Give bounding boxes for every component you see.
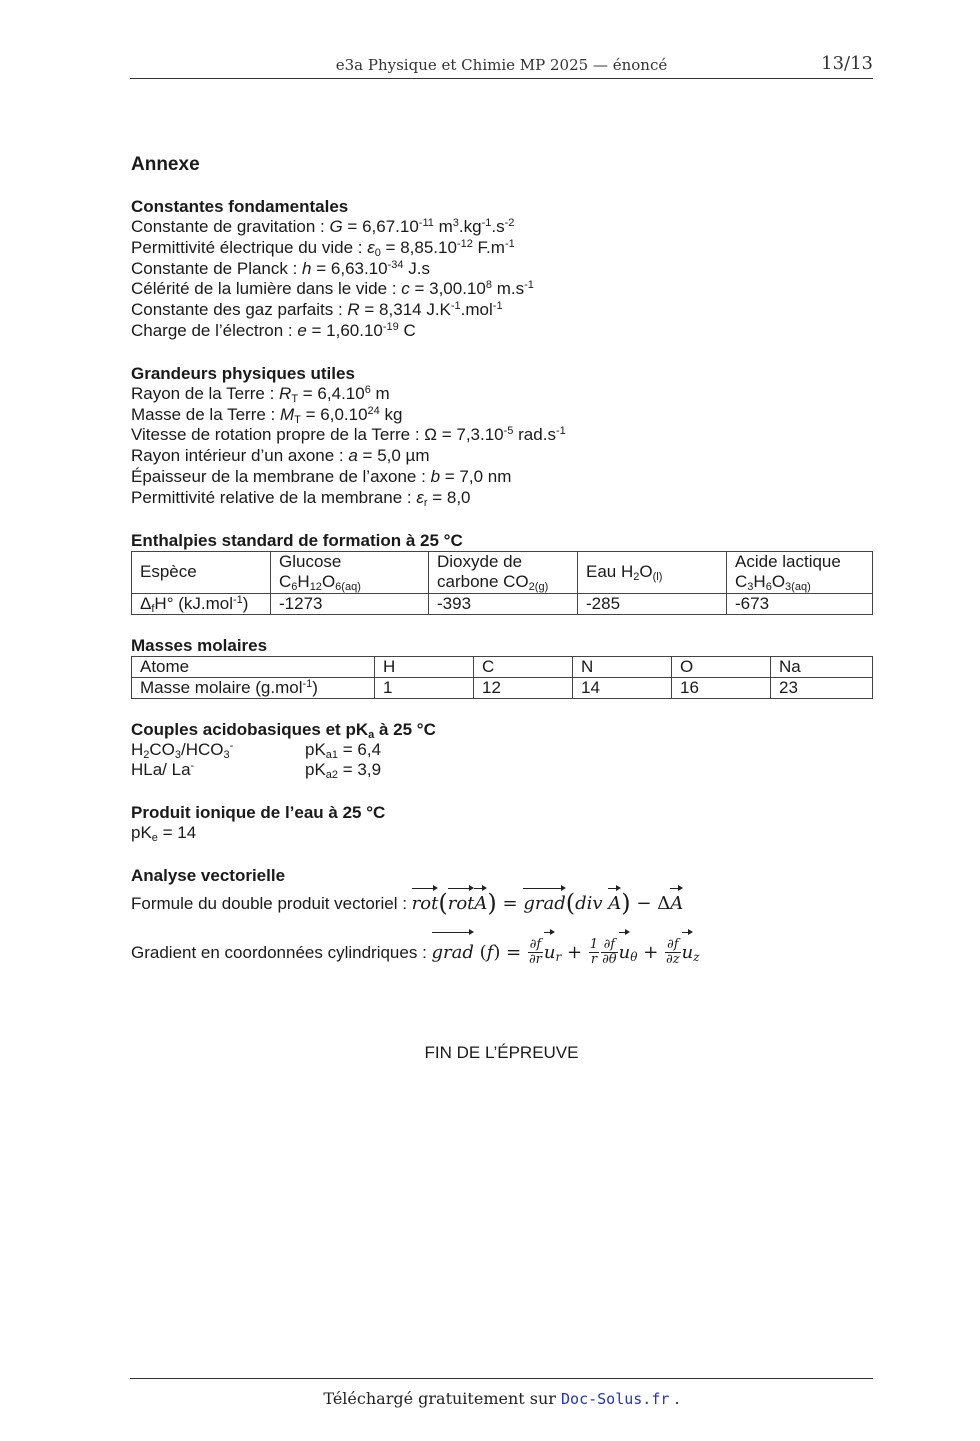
enthalpies-table bbox=[131, 551, 873, 615]
formule-gradient: Gradient en coordonnées cylindriques : grad (f) = $\frac{\partial f}{\partial r}$ $u_r$ + $\frac{1}{r}$ $\frac{\partial f}{\partial\theta}$ $u_\theta$ + $\frac{\partial f}{\partial z}$ $u_z$ bbox=[131, 933, 873, 973]
grandeur-rayon-terre: Rayon de la Terre : $R_T = 6,4.10^6$ m bbox=[131, 383, 390, 405]
const-charge: Charge de l’électron : $e = 1,60.10^{-19}$ C bbox=[131, 320, 416, 340]
cell-value: 23 bbox=[771, 677, 873, 698]
grandeur-rayon-axone: Rayon intérieur d’un axone : a = 5,0 µm bbox=[131, 446, 430, 466]
cell-value: -673 bbox=[727, 593, 873, 614]
cell-value: -285 bbox=[578, 593, 727, 614]
cell-delta-h: $\Delta_fH^\circ$ (kJ.mol$^{-1}$) bbox=[132, 593, 271, 614]
cell-atom: H bbox=[375, 656, 474, 677]
annexe-content bbox=[131, 152, 873, 973]
masses-table bbox=[131, 656, 873, 699]
const-permittivite: Permittivité électrique du vide : $\varepsilon_0 = 8,85.10^{-12}$ $F.m^{-1}$ bbox=[131, 237, 515, 259]
cell-acide-lactique: Acide lactique $C_3H_6O_{3(aq)}$ bbox=[727, 551, 873, 593]
section-masses bbox=[131, 635, 873, 699]
const-celerite: Célérité de la lumière dans le vide : $c = 3,00.10^8$ $m.s^{-1}$ bbox=[131, 279, 534, 299]
couple-carbonate: $H_2CO_3/HCO_3^-$ $pK_{a1} = 6,4$ bbox=[131, 739, 382, 761]
page-number: 13/13 bbox=[821, 53, 873, 74]
section-analyse bbox=[131, 865, 873, 973]
cell-espece: Espèce bbox=[132, 551, 271, 593]
cell-masse-label: Masse molaire (g.mol$^{-1}$) bbox=[132, 677, 375, 698]
analyse-title: Analyse vectorielle bbox=[131, 865, 286, 885]
cell-value: 12 bbox=[474, 677, 573, 698]
table-row bbox=[132, 677, 873, 698]
section-produit-ionique bbox=[131, 802, 873, 844]
masses-title: Masses molaires bbox=[131, 635, 268, 655]
footer-text: Téléchargé gratuitement sur Doc-Solus.fr . bbox=[323, 1389, 680, 1408]
fin-epreuve: FIN DE L’ÉPREUVE bbox=[424, 1043, 579, 1062]
equation-rot-rot: rot(rotA) = grad(div A) − ΔA bbox=[411, 888, 684, 917]
enthalpies-title: Enthalpies standard de formation à 25 °C bbox=[131, 530, 463, 550]
formule-double-rot: Formule du double produit vectoriel : rot(rotA) = grad(div A) − ΔA bbox=[131, 888, 684, 917]
cell-value: 16 bbox=[672, 677, 771, 698]
cell-atom: O bbox=[672, 656, 771, 677]
cell-atome: Atome bbox=[132, 656, 375, 677]
grandeur-permittivite-relative: Permittivité relative de la membrane : $\varepsilon_r = 8,0$ bbox=[131, 487, 471, 509]
cell-atom: C bbox=[474, 656, 573, 677]
pke-value: $pK_e = 14$ bbox=[131, 823, 197, 845]
header-title: e3a Physique et Chimie MP 2025 — énoncé bbox=[335, 56, 668, 74]
produit-title: Produit ionique de l’eau à 25 °C bbox=[131, 803, 386, 823]
cell-value: -393 bbox=[429, 593, 578, 614]
grandeur-masse-terre: Masse de la Terre : $M_T = 6,0.10^{24}$ kg bbox=[131, 404, 403, 426]
section-enthalpies bbox=[131, 530, 873, 615]
const-gravitation: Constante de gravitation : $G = 6,67.10^{-11}$ $m^3.kg^{-1}.s^{-2}$ bbox=[131, 217, 515, 236]
couple-lactique: HLa/ La- $pK_{a2} = 3,9$ bbox=[131, 760, 382, 782]
const-planck: Constante de Planck : $h = 6,63.10^{-34}$ J.s bbox=[131, 258, 430, 278]
cell-atom: Na bbox=[771, 656, 873, 677]
cell-atom: N bbox=[573, 656, 672, 677]
page-footer bbox=[130, 1378, 873, 1408]
equation-gradient: grad (f) = $\frac{\partial f}{\partial r}$ $u_r$ + $\frac{1}{r}$ $\frac{\partial f}{\partial\theta}$ $u_\theta$ + $\frac{\partial f}{\partial z}$ $u_z$ bbox=[432, 942, 700, 963]
cell-co2: Dioxyde de carbone $CO_{2(g)}$ bbox=[429, 551, 578, 593]
annexe-title: Annexe bbox=[131, 154, 200, 175]
doc-solus-link[interactable]: Doc-Solus.fr bbox=[561, 1390, 670, 1408]
cell-glucose: Glucose $C_6H_{12}O_{6(aq)}$ bbox=[271, 551, 429, 593]
cell-eau: Eau $H_2O_{(l)}$ bbox=[578, 551, 727, 593]
couples-title: Couples acidobasiques et $pK_a$ à 25 °C bbox=[131, 719, 436, 741]
grandeur-rotation: Vitesse de rotation propre de la Terre : $\Omega = 7,3.10^{-5}$ $rad.s^{-1}$ bbox=[131, 425, 566, 445]
table-row bbox=[132, 551, 873, 593]
const-gaz-parfaits: Constante des gaz parfaits : R = 8,314 $J.K^{-1}.mol^{-1}$ bbox=[131, 300, 503, 320]
section-grandeurs bbox=[131, 363, 873, 509]
cell-value: -1273 bbox=[271, 593, 429, 614]
cell-value: 14 bbox=[573, 677, 672, 698]
grandeurs-title: Grandeurs physiques utiles bbox=[131, 363, 355, 383]
constantes-title: Constantes fondamentales bbox=[131, 197, 349, 216]
cell-value: 1 bbox=[375, 677, 474, 698]
section-constantes bbox=[131, 196, 873, 342]
table-row bbox=[132, 593, 873, 614]
page-header bbox=[130, 52, 873, 79]
table-row bbox=[132, 656, 873, 677]
section-couples bbox=[131, 719, 873, 782]
grandeur-epaisseur: Épaisseur de la membrane de l’axone : b = 7,0 nm bbox=[131, 466, 512, 486]
